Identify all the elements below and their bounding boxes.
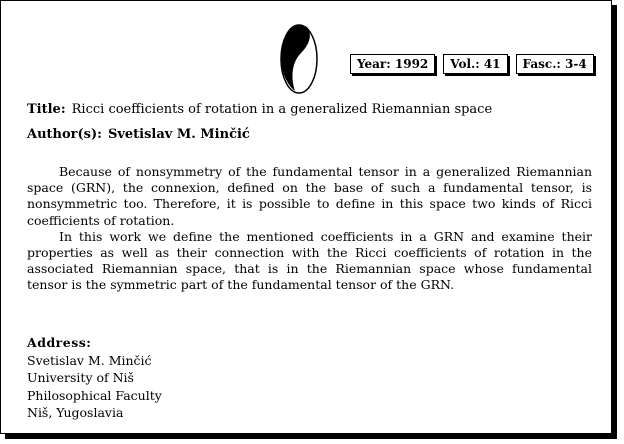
abstract (27, 164, 592, 294)
address-line: Svetislav M. Minčić (27, 352, 152, 368)
issue-badges (350, 54, 594, 74)
journal-logo-icon (279, 23, 321, 95)
address-block (27, 334, 162, 422)
address-line: Philosophical Faculty (27, 387, 162, 403)
author-label: Author(s): (27, 127, 102, 142)
title-label: Title: (27, 102, 66, 117)
year-badge: Year: 1992 (350, 54, 435, 74)
volume-badge: Vol.: 41 (443, 54, 507, 74)
address-line: University of Niš (27, 370, 134, 385)
abstract-paragraph-2: In this work we define the mentioned coefficients in a GRN and examine their properties as well as their connection with the Ricci coefficients of rotation in the associated Riemannian space, that is in the Riemannian space whose fundamental tensor is the symmetric part of the fundamental tensor of the GRN. (27, 228, 592, 293)
address-label: Address: (27, 335, 92, 350)
author-value: Svetislav M. Minčić (107, 127, 250, 142)
fascicle-badge: Fasc.: 3-4 (516, 54, 594, 74)
title-value: Ricci coefficients of rotation in a generalized Riemannian space (71, 102, 493, 117)
address-line: Niš, Yugoslavia (27, 405, 124, 420)
author-row (27, 127, 250, 142)
abstract-paragraph-1: Because of nonsymmetry of the fundamental tensor in a generalized Riemannian space (GRN), the connexion, defined on the base of such a fundamental tensor, is nonsymmetric too. Therefore, it is possible to define in this space two kinds of Ricci coefficients of rotation. (27, 164, 592, 228)
title-row (27, 102, 492, 117)
